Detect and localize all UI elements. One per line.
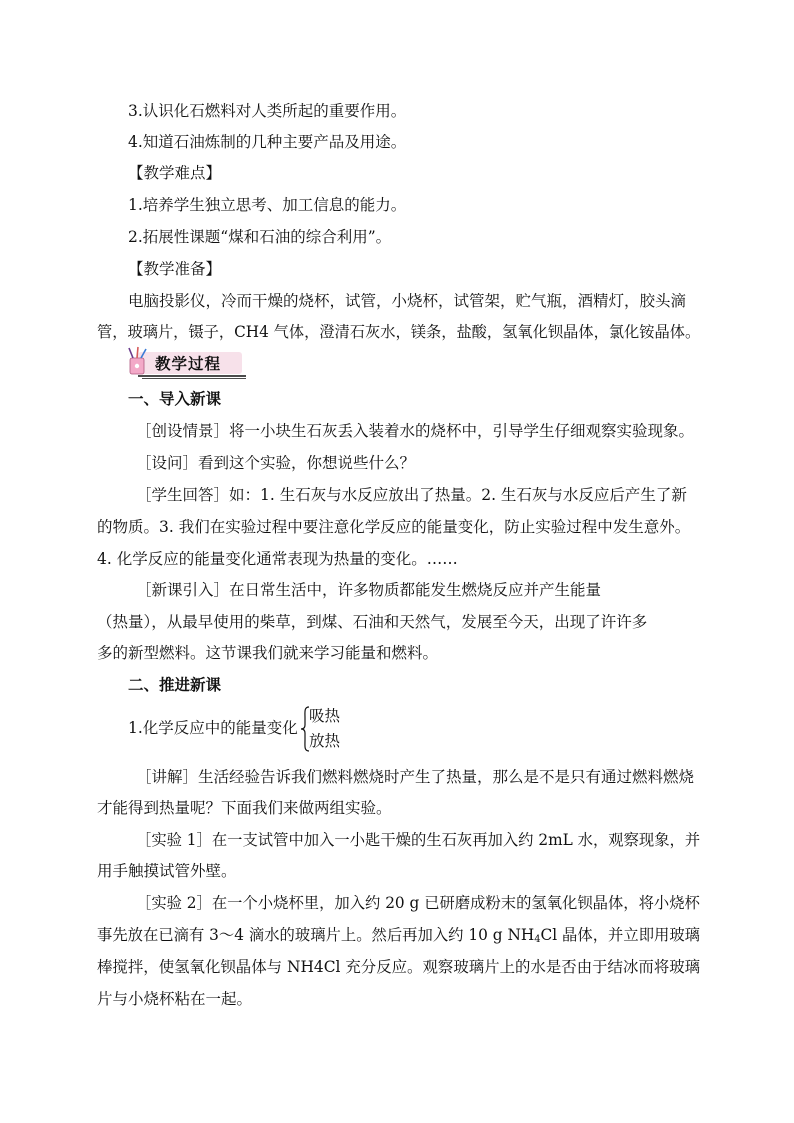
section1-heading: 一、导入新课 <box>128 390 222 408</box>
banner-label: 教学过程 <box>155 355 222 373</box>
energy-change-label: 1.化学反应中的能量变化 <box>128 719 298 737</box>
difficulties-heading: 【教学难点】 <box>128 164 222 182</box>
preparation-heading: 【教学准备】 <box>128 260 222 278</box>
lecture-line-2: 才能得到热量呢？下面我们来做两组实验。 <box>97 799 392 817</box>
section1-intro-line-3: 多的新型燃料。这节课我们就来学习能量和燃料。 <box>97 644 439 662</box>
teaching-process-banner <box>120 346 250 380</box>
section1-answer-line-2: 的物质。3. 我们在实验过程中要注意化学反应的能量变化，防止实验过程中发生意外。 <box>97 518 691 536</box>
experiment1-line-2: 用手触摸试管外壁。 <box>97 862 237 880</box>
experiment2-line-2: 事先放在已滴有 3～4 滴水的玻璃片上。然后再加入约 10 g $NH_4Cl$ 晶体，并立即用玻璃 <box>97 926 701 945</box>
difficulty-item-1: 1.培养学生独立思考、加工信息的能力。 <box>128 196 407 214</box>
energy-option-release: 放热 <box>309 732 341 750</box>
preparation-line-2: 管，玻璃片，镊子，CH4 气体，澄清石灰水，镁条，盐酸，氢氧化钡晶体，氯化铵晶体。 <box>97 323 701 341</box>
goal-item-3: 3.认识化石燃料对人类所起的重要作用。 <box>128 102 407 120</box>
section1-scenario: ［创设情景］将一小块生石灰丢入装着水的烧杯中，引导学生仔细观察实验现象。 <box>136 422 695 440</box>
energy-option-absorb: 吸热 <box>309 707 341 725</box>
experiment2-line-3: 棒搅拌，使氢氧化钡晶体与 NH4Cl 充分反应。观察玻璃片上的水是否由于结冰而将玻璃 <box>97 958 701 976</box>
section1-answer-line-3: 4. 化学反应的能量变化通常表现为热量的变化。…… <box>97 550 458 568</box>
lecture-line-1: ［讲解］生活经验告诉我们燃料燃烧时产生了热量，那么是不是只有通过燃料燃烧 <box>136 768 695 786</box>
section1-intro-line-2: （热量），从最早使用的柴草，到煤、石油和天然气，发展至今天，出现了许许多 <box>97 613 648 631</box>
section1-intro-line-1: ［新课引入］在日常生活中，许多物质都能发生燃烧反应并产生能量 <box>136 581 602 599</box>
experiment2-line-1: ［实验 2］在一个小烧杯里，加入约 20 g 已研磨成粉末的氢氧化钡晶体，将小烧杯 <box>136 894 700 912</box>
section1-question: ［设问］看到这个实验，你想说些什么？ <box>136 454 416 472</box>
section2-heading: 二、推进新课 <box>128 676 222 694</box>
experiment1-line-1: ［实验 1］在一支试管中加入一小匙干燥的生石灰再加入约 2mL 水，观察现象，并 <box>136 831 701 849</box>
section1-answer-line-1: ［学生回答］如：1. 生石灰与水反应放出了热量。2. 生石灰与水反应后产生了新 <box>136 486 687 504</box>
goal-item-4: 4.知道石油炼制的几种主要产品及用途。 <box>128 133 407 151</box>
experiment2-line-4: 片与小烧杯粘在一起。 <box>97 990 253 1008</box>
difficulty-item-2: 2.拓展性课题“煤和石油的综合利用”。 <box>128 228 392 246</box>
preparation-line-1: 电脑投影仪，冷而干燥的烧杯，试管，小烧杯，试管架，贮气瓶，酒精灯，胶头滴 <box>128 292 687 310</box>
